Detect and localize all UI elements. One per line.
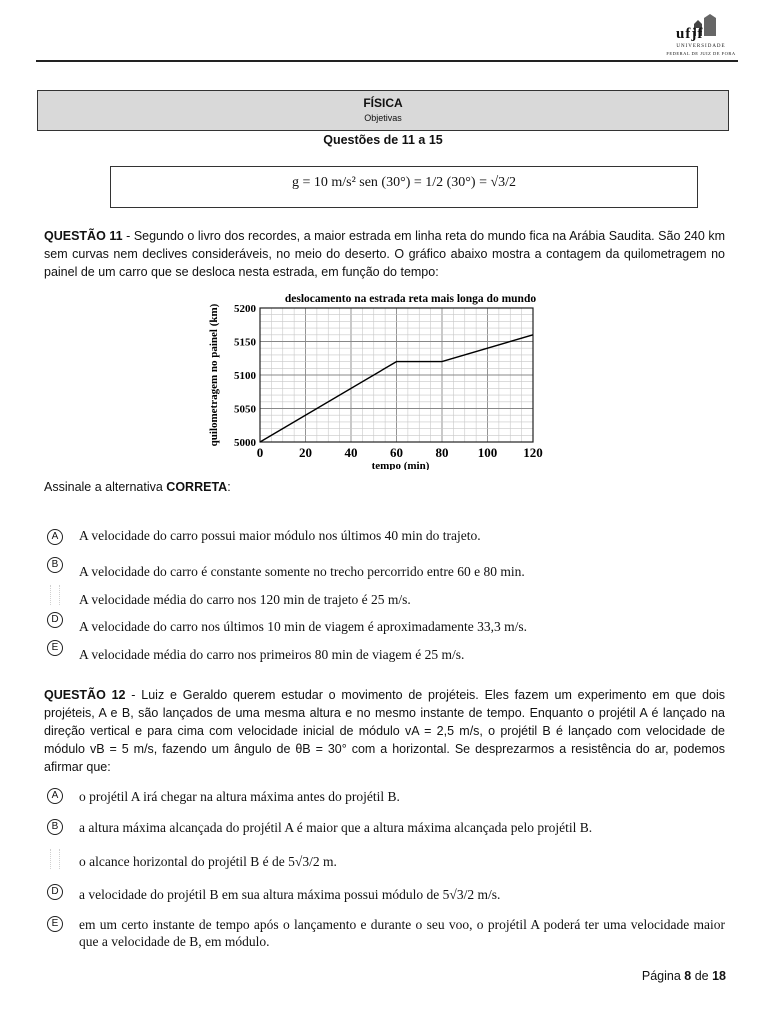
x-tick-label: 40 — [344, 445, 358, 460]
questions-range: Questões de 11 a 15 — [323, 133, 443, 147]
question-11-body: - Segundo o livro dos recordes, a maior estrada em linha reta do mundo fica na Arábia Saudita. São 240 km sem curvas nem declives consideráveis, no meio do deserto. O gráfico abaixo mostra a contagem da quilometragem no painel de um carro que se desloca nesta estrada, em função do tempo: — [44, 229, 726, 279]
option-d-text: A velocidade do carro nos últimos 10 min de viagem é aproximadamente 33,3 m/s. — [79, 619, 528, 634]
y-tick-label: 5100 — [234, 370, 256, 382]
x-tick-label: 120 — [523, 445, 543, 460]
chart-svg — [200, 290, 550, 470]
option-b-marker[interactable]: B — [47, 557, 63, 573]
header-divider — [36, 60, 738, 62]
q12-option-b-text: a altura máxima alcançada do projétil A é maior que a altura máxima alcançada pelo projétil B. — [79, 820, 593, 835]
subject-subtitle: Objetivas — [364, 113, 402, 123]
option-e-text: A velocidade média do carro nos primeiros 80 min de viagem é 25 m/s. — [79, 647, 465, 662]
chart-title: deslocamento na estrada reta mais longa do mundo — [284, 293, 537, 305]
q12-option-d-marker[interactable]: D — [47, 884, 63, 900]
x-axis-label: tempo (min) — [371, 460, 430, 470]
y-tick-label: 5200 — [234, 303, 256, 315]
question-12-body: - Luiz e Geraldo querem estudar o movimento de projéteis. Eles fazem um experimento em que dois projéteis, A e B, são lançados de uma mesma altura e no mesmo instante de tempo. Enquanto o projétil A é lançado na direção vertical e para cima com velocidade inicial de módulo vA = 2,5 m/s, o projétil B é lançado com velocidade de módulo vB = 5 m/s, fazendo um ângulo de θB = 30° com a horizontal. Se desprezarmos a resistência do ar, podemos afirmar que: — [44, 688, 726, 774]
option-d-marker[interactable]: D — [47, 612, 63, 628]
x-tick-label: 60 — [390, 445, 403, 460]
question-11-label: QUESTÃO 11 — [44, 229, 123, 243]
q12-option-e-text: em um certo instante de tempo após o lançamento e durante o seu voo, o projétil A poderá ter uma velocidade maior que a velocidade de B, em módulo. — [79, 917, 725, 949]
q12-option-c-marker[interactable] — [50, 849, 60, 869]
option-b-text: A velocidade do carro é constante somente no trecho percorrido entre 60 e 80 min. — [79, 564, 525, 579]
x-tick-label: 20 — [299, 445, 312, 460]
option-c-marker[interactable] — [50, 585, 60, 605]
question-11-instruction: Assinale a alternativa CORRETA: — [44, 480, 231, 494]
logo-subtitle-1: UNIVERSIDADE — [676, 44, 726, 49]
y-tick-label: 5000 — [234, 437, 256, 449]
option-e-marker[interactable]: E — [47, 640, 63, 656]
question-11-text — [44, 227, 725, 281]
question-12-text — [44, 686, 725, 776]
q12-option-b-marker[interactable]: B — [47, 819, 63, 835]
q12-option-c-text: o alcance horizontal do projétil B é de 5√3/2 m. — [79, 854, 337, 869]
logo-subtitle-2: FEDERAL DE JUIZ DE FORA — [666, 51, 736, 56]
question-12-label: QUESTÃO 12 — [44, 688, 126, 702]
option-a-text: A velocidade do carro possui maior módulo nos últimos 40 min do trajeto. — [79, 528, 481, 543]
y-tick-label: 5050 — [234, 403, 256, 416]
displacement-chart — [200, 290, 550, 470]
page-number: Página 8 de 18 — [641, 969, 726, 983]
q12-option-e-marker[interactable]: E — [47, 916, 63, 932]
q12-option-a-text: o projétil A irá chegar na altura máxima antes do projétil B. — [79, 789, 400, 804]
x-tick-label: 80 — [435, 445, 449, 460]
y-axis-label: quilometragem no painel (km) — [208, 303, 220, 447]
x-tick-label: 0 — [256, 445, 264, 460]
x-tick-label: 100 — [477, 445, 498, 460]
subject-title: FÍSICA — [363, 96, 403, 110]
y-tick-label: 5150 — [234, 336, 256, 349]
constants-text: g = 10 m/s² sen (30°) = 1/2 (30°) = √3/2 — [291, 175, 517, 190]
option-a-marker[interactable]: A — [47, 529, 63, 545]
q12-option-d-text: a velocidade do projétil B em sua altura máxima possui módulo de 5√3/2 m/s. — [79, 887, 501, 902]
logo-text: ufjf — [676, 26, 704, 42]
q12-option-a-marker[interactable]: A — [47, 788, 63, 804]
option-c-text: A velocidade média do carro nos 120 min de trajeto é 25 m/s. — [79, 592, 411, 607]
